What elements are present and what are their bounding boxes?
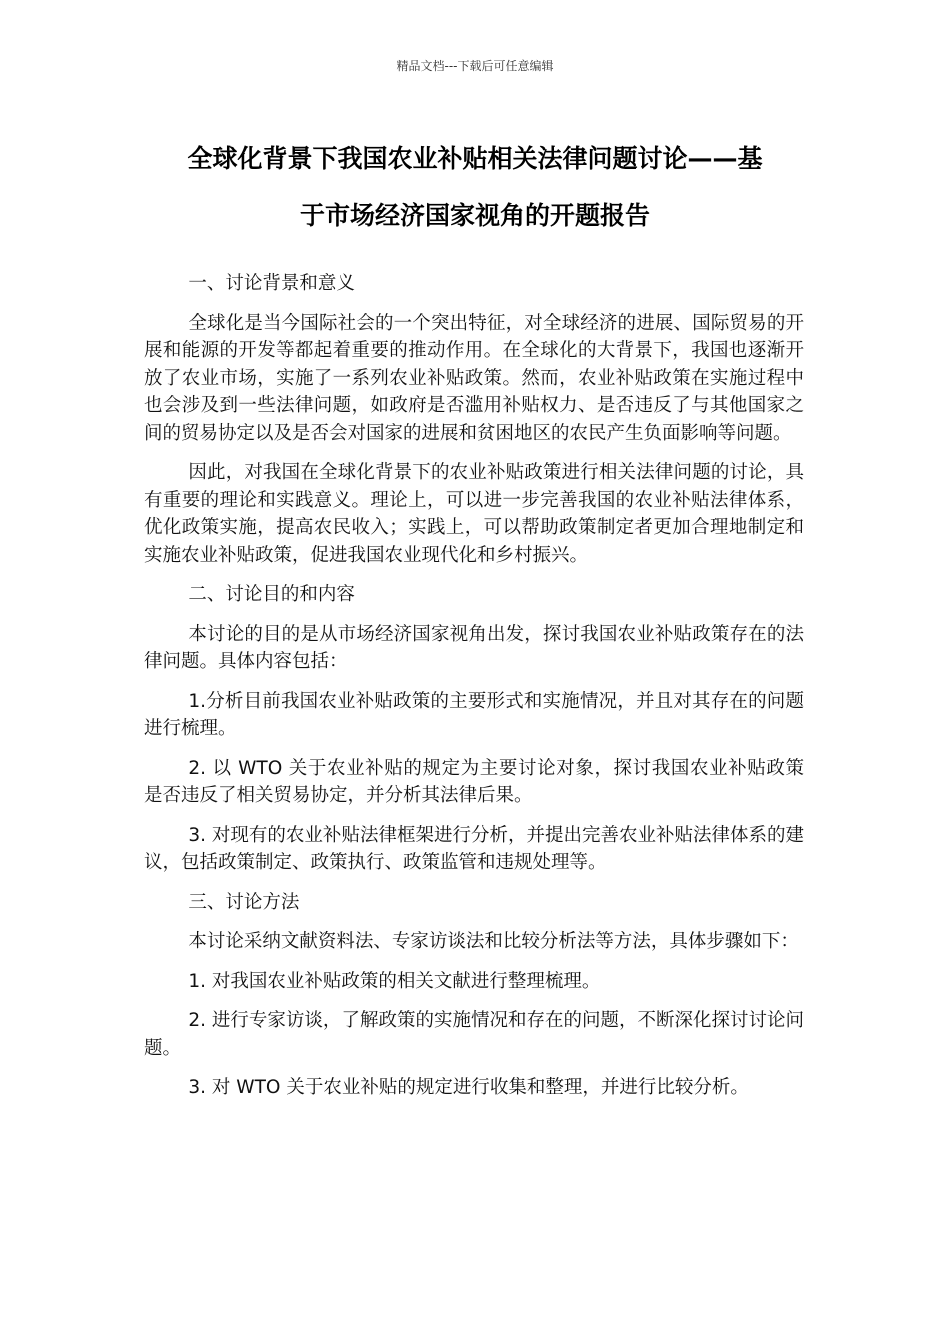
section-heading: 一、讨论背景和意义: [188, 273, 355, 294]
document-body: [144, 270, 804, 1114]
section-heading: 二、讨论目的和内容: [188, 584, 355, 605]
list-item: 3. 对现有的农业补贴法律框架进行分析，并提出完善农业补贴法律体系的建议，包括政策制定、政策执行、政策监管和违规处理等。: [144, 824, 804, 873]
paragraph: 本讨论采纳文献资料法、专家访谈法和比较分析法等方法，具体步骤如下：: [188, 931, 799, 952]
document-title: [130, 130, 820, 244]
paragraph: 本讨论的目的是从市场经济国家视角出发，探讨我国农业补贴政策存在的法律问题。具体内容包括：: [144, 623, 804, 672]
document-title-line-2: 于市场经济国家视角的开题报告: [299, 201, 650, 230]
list-item: 3. 对 WTO 关于农业补贴的规定进行收集和整理，并进行比较分析。: [188, 1077, 749, 1098]
list-item: 2. 进行专家访谈，了解政策的实施情况和存在的问题，不断深化探讨讨论问题。: [144, 1010, 804, 1059]
list-item: 2. 以 WTO 关于农业补贴的规定为主要讨论对象，探讨我国农业补贴政策是否违反了相关贸易协定，并分析其法律后果。: [144, 757, 804, 806]
list-item: 1. 对我国农业补贴政策的相关文献进行整理梳理。: [188, 970, 601, 992]
list-item: 1.分析目前我国农业补贴政策的主要形式和实施情况，并且对其存在的问题进行梳理。: [144, 690, 804, 739]
paragraph: 全球化是当今国际社会的一个突出特征，对全球经济的进展、国际贸易的开展和能源的开发等都起着重要的推动作用。在全球化的大背景下，我国也逐渐开放了农业市场，实施了一系列农业补贴政策。然而，农业补贴政策在实施过程中也会涉及到一些法律问题，如政府是否滥用补贴权力、是否违反了与其他国家之间的贸易协定以及是否会对国家的进展和贫困地区的农民产生负面影响等问题。: [144, 312, 804, 444]
page-header: 精品文档---下载后可任意编辑: [396, 59, 554, 73]
document-title-line-1: 全球化背景下我国农业补贴相关法律问题讨论——基: [187, 144, 763, 173]
paragraph: 因此，对我国在全球化背景下的农业补贴政策进行相关法律问题的讨论，具有重要的理论和实践意义。理论上，可以进一步完善我国的农业补贴法律体系，优化政策实施，提高农民收入；实践上，可以帮助政策制定者更加合理地制定和实施农业补贴政策，促进我国农业现代化和乡村振兴。: [144, 462, 804, 566]
section-heading: 三、讨论方法: [188, 891, 300, 913]
